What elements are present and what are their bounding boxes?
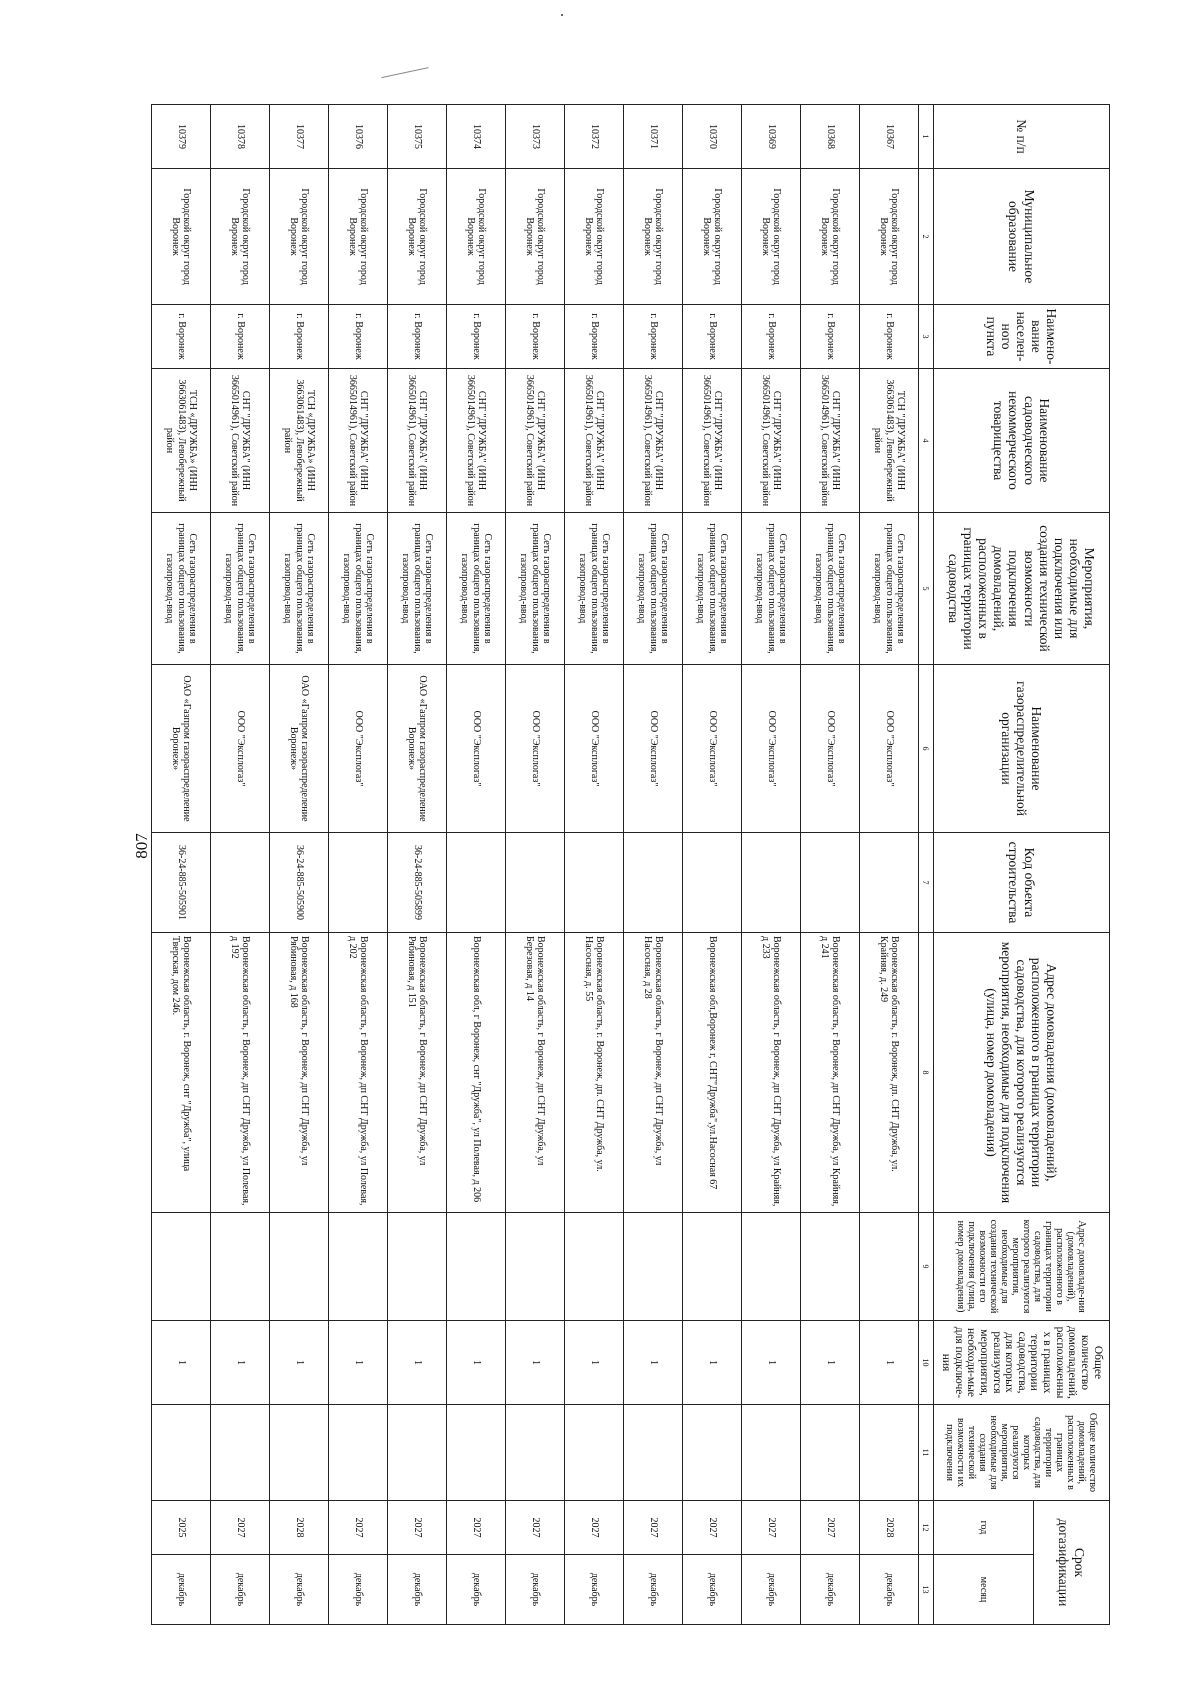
rotated-table-container: [70, 104, 1110, 1624]
municipality-cell: Городской округ город Воронеж: [624, 169, 683, 305]
gas-org-cell: ООО "Эксплогаз": [329, 665, 388, 833]
count-connection-cell: 1: [270, 1321, 329, 1405]
snt-name-cell: СНТ "ДРУЖБА" (ИНН 3665014961), Советский район: [624, 369, 683, 513]
address-tech-cell: [329, 1213, 388, 1321]
gas-org-cell: ОАО «Газпром газораспределение Воронеж»: [270, 665, 329, 833]
header-c10: Общее количество домовладений, расположенных в границах территории садоводства, для которых реализуются мероприятия, необходи-мые для подключе-ния: [934, 1321, 1110, 1405]
header-c3: Наимено-вание населен-ного пункта: [934, 305, 1110, 369]
count-tech-cell: [506, 1405, 565, 1501]
measures-cell: Сеть газораспределения в границах общего пользования, газопровод-ввод: [801, 513, 860, 665]
year-cell: 2028: [860, 1501, 919, 1555]
count-connection-cell: 1: [329, 1321, 388, 1405]
settlement-cell: г. Воронеж: [211, 305, 270, 369]
table-row: [506, 105, 565, 1625]
settlement-cell: г. Воронеж: [506, 305, 565, 369]
municipality-cell: Городской округ город Воронеж: [860, 169, 919, 305]
month-cell: декабрь: [388, 1555, 447, 1625]
settlement-cell: г. Воронеж: [447, 305, 506, 369]
address-tech-cell: [447, 1213, 506, 1321]
address-tech-cell: [801, 1213, 860, 1321]
year-cell: 2027: [388, 1501, 447, 1555]
object-code-cell: [860, 833, 919, 933]
table-row: [742, 105, 801, 1625]
year-cell: 2027: [624, 1501, 683, 1555]
count-tech-cell: [388, 1405, 447, 1501]
table-row: [860, 105, 919, 1625]
municipality-cell: Городской округ город Воронеж: [329, 169, 388, 305]
year-cell: 2027: [329, 1501, 388, 1555]
header-c6: Наименование газораспределительной организации: [934, 665, 1110, 833]
object-code-cell: [447, 833, 506, 933]
count-connection-cell: 1: [683, 1321, 742, 1405]
count-tech-cell: [152, 1405, 211, 1501]
object-code-cell: [801, 833, 860, 933]
address-connection-cell: Воронежская область, г. Воронеж, дп. СНТ Дружба, ул. Крайняя, д. 249: [860, 933, 919, 1213]
measures-cell: Сеть газораспределения в границах общего пользования, газопровод-ввод: [860, 513, 919, 665]
year-cell: 2027: [211, 1501, 270, 1555]
count-tech-cell: [565, 1405, 624, 1501]
scan-mark: [381, 67, 430, 88]
month-cell: декабрь: [565, 1555, 624, 1625]
row-number-cell: 10378: [211, 105, 270, 169]
count-connection-cell: 1: [388, 1321, 447, 1405]
count-connection-cell: 1: [211, 1321, 270, 1405]
object-code-cell: [506, 833, 565, 933]
snt-name-cell: СНТ "ДРУЖБА" (ИНН 3665014961), Советский район: [447, 369, 506, 513]
municipality-cell: Городской округ город Воронеж: [565, 169, 624, 305]
table-row: [270, 105, 329, 1625]
header-c7: Код объекта строительства: [934, 833, 1110, 933]
row-number-cell: 10372: [565, 105, 624, 169]
gas-org-cell: ООО "Эксплогаз": [506, 665, 565, 833]
address-tech-cell: [683, 1213, 742, 1321]
gas-org-cell: ООО "Эксплогаз": [447, 665, 506, 833]
measures-cell: Сеть газораспределения в границах общего пользования, газопровод-ввод: [742, 513, 801, 665]
snt-name-cell: СНТ "ДРУЖБА" (ИНН 3665014961), Советский район: [565, 369, 624, 513]
gas-org-cell: ООО "Эксплогаз": [742, 665, 801, 833]
address-connection-cell: Воронежская область, г. Воронеж, снт "Дружба", улица Тверская, дом 246.: [152, 933, 211, 1213]
header-c5: Мероприятия, необходимые для подключения или создания технической возможности подключения домовладений, расположенных в границах территории садоводства: [934, 513, 1110, 665]
object-code-cell: 36-24-885-505901: [152, 833, 211, 933]
snt-name-cell: СНТ "ДРУЖБА" (ИНН 3665014961), Советский район: [388, 369, 447, 513]
snt-name-cell: ТСН «ДРУЖБА» (ИНН 3663061483), Левобережный район: [152, 369, 211, 513]
gas-org-cell: ООО "Эксплогаз": [801, 665, 860, 833]
snt-name-cell: ТСН "ДРУЖБА" (ИНН 3663061483), Левобережный район: [860, 369, 919, 513]
count-connection-cell: 1: [624, 1321, 683, 1405]
month-cell: декабрь: [329, 1555, 388, 1625]
month-cell: декабрь: [860, 1555, 919, 1625]
address-tech-cell: [506, 1213, 565, 1321]
measures-cell: Сеть газораспределения в границах общего пользования, газопровод-ввод: [565, 513, 624, 665]
table-body: [152, 105, 919, 1625]
gas-org-cell: ООО "Эксплогаз": [565, 665, 624, 833]
month-cell: декабрь: [742, 1555, 801, 1625]
header-c8: Адрес домовладения (домовладений), расположенного в границах территории садоводства, для которого реализуются мероприятия, необходимые для подключения (улица, номер домовладения): [934, 933, 1110, 1213]
header-c13: месяц: [934, 1555, 1034, 1625]
address-connection-cell: Воронежская область, г Воронеж, дп СНТ Дружба, ул Крайняя, д 241: [801, 933, 860, 1213]
row-number-cell: 10374: [447, 105, 506, 169]
month-cell: декабрь: [801, 1555, 860, 1625]
row-number-cell: 10379: [152, 105, 211, 169]
column-numbers-row: [919, 105, 934, 1625]
snt-name-cell: СНТ "ДРУЖБА" (ИНН 3665014961), Советский район: [329, 369, 388, 513]
snt-name-cell: СНТ "ДРУЖБА" (ИНН 3665014961), Советский район: [683, 369, 742, 513]
row-number-cell: 10377: [270, 105, 329, 169]
settlement-cell: г. Воронеж: [388, 305, 447, 369]
gas-org-cell: ООО "Эксплогаз": [860, 665, 919, 833]
count-tech-cell: [270, 1405, 329, 1501]
col-number: 4: [919, 369, 934, 513]
address-connection-cell: Воронежская область, г Воронеж, дп СНТ Дружба, ул Полевая, д 202: [329, 933, 388, 1213]
count-tech-cell: [683, 1405, 742, 1501]
page-number: 807: [132, 833, 151, 859]
col-number: 12: [919, 1501, 934, 1555]
month-cell: декабрь: [211, 1555, 270, 1625]
header-c12: год: [934, 1501, 1034, 1555]
measures-cell: Сеть газораспределения в границах общего пользования, газопровод-ввод: [329, 513, 388, 665]
month-cell: декабрь: [447, 1555, 506, 1625]
object-code-cell: [683, 833, 742, 933]
measures-cell: Сеть газораспределения в границах общего пользования, газопровод-ввод: [447, 513, 506, 665]
year-cell: 2027: [801, 1501, 860, 1555]
table-row: [388, 105, 447, 1625]
address-tech-cell: [742, 1213, 801, 1321]
measures-cell: Сеть газораспределения в границах общего пользования, газопровод-ввод: [388, 513, 447, 665]
header-c1: № п/п: [934, 105, 1110, 169]
settlement-cell: г. Воронеж: [624, 305, 683, 369]
table-header: [919, 105, 1110, 1625]
measures-cell: Сеть газораспределения в границах общего пользования, газопровод-ввод: [152, 513, 211, 665]
year-cell: 2027: [742, 1501, 801, 1555]
address-connection-cell: Воронежская область, г Воронеж, дп СНТ Дружба, ул Березовая, д 14: [506, 933, 565, 1213]
settlement-cell: г. Воронеж: [683, 305, 742, 369]
header-c2: Муниципальное образование: [934, 169, 1110, 305]
municipality-cell: Городской округ город Воронеж: [211, 169, 270, 305]
municipality-cell: Городской округ город Воронеж: [742, 169, 801, 305]
address-tech-cell: [565, 1213, 624, 1321]
count-connection-cell: 1: [447, 1321, 506, 1405]
count-tech-cell: [329, 1405, 388, 1501]
table-row: [152, 105, 211, 1625]
gas-org-cell: ООО "Эксплогаз": [211, 665, 270, 833]
snt-name-cell: СНТ "ДРУЖБА" (ИНН 3665014961), Советский район: [506, 369, 565, 513]
table-row: [683, 105, 742, 1625]
count-tech-cell: [624, 1405, 683, 1501]
gas-org-cell: ОАО «Газпром газораспределение Воронеж»: [152, 665, 211, 833]
month-cell: декабрь: [683, 1555, 742, 1625]
snt-name-cell: ТСН «ДРУЖБА» (ИНН 3663061483), Левобережный район: [270, 369, 329, 513]
object-code-cell: [742, 833, 801, 933]
table-row: [565, 105, 624, 1625]
month-cell: декабрь: [624, 1555, 683, 1625]
object-code-cell: 36-24-885-505900: [270, 833, 329, 933]
measures-cell: Сеть газораспределения в границах общего пользования, газопровод-ввод: [270, 513, 329, 665]
col-number: 5: [919, 513, 934, 665]
col-number: 8: [919, 933, 934, 1213]
col-number: 10: [919, 1321, 934, 1405]
municipality-cell: Городской округ город Воронеж: [506, 169, 565, 305]
count-tech-cell: [860, 1405, 919, 1501]
gas-org-cell: ООО "Эксплогаз": [624, 665, 683, 833]
col-number: 11: [919, 1405, 934, 1501]
settlement-cell: г. Воронеж: [565, 305, 624, 369]
settlement-cell: г. Воронеж: [152, 305, 211, 369]
month-cell: декабрь: [506, 1555, 565, 1625]
count-connection-cell: 1: [860, 1321, 919, 1405]
object-code-cell: [211, 833, 270, 933]
gas-org-cell: ООО "Эксплогаз": [683, 665, 742, 833]
address-tech-cell: [152, 1213, 211, 1321]
municipality-cell: Городской округ город Воронеж: [801, 169, 860, 305]
table-row: [329, 105, 388, 1625]
address-connection-cell: Воронежская область, г Воронеж, дп СНТ Дружба, ул Насосная, д 28: [624, 933, 683, 1213]
municipality-cell: Городской округ город Воронеж: [683, 169, 742, 305]
row-number-cell: 10371: [624, 105, 683, 169]
row-number-cell: 10370: [683, 105, 742, 169]
address-connection-cell: Воронежская область, г Воронеж, дп СНТ Дружба, ул Рябиновая, д 168: [270, 933, 329, 1213]
address-tech-cell: [270, 1213, 329, 1321]
year-cell: 2028: [270, 1501, 329, 1555]
year-cell: 2027: [683, 1501, 742, 1555]
table-row: [801, 105, 860, 1625]
year-cell: 2027: [447, 1501, 506, 1555]
measures-cell: Сеть газораспределения в границах общего пользования, газопровод-ввод: [624, 513, 683, 665]
municipality-cell: Городской округ город Воронеж: [388, 169, 447, 305]
object-code-cell: [624, 833, 683, 933]
address-connection-cell: Воронежская область, г Воронеж, дп СНТ Дружба, ул Полевая, д 192: [211, 933, 270, 1213]
header-c4: Наименование садоводческого некоммерческого товарищества: [934, 369, 1110, 513]
year-cell: 2027: [506, 1501, 565, 1555]
row-number-cell: 10376: [329, 105, 388, 169]
col-number: 2: [919, 169, 934, 305]
address-connection-cell: Воронежская обл, г Воронеж, снт "Дружба", ул Полевая, д 206: [447, 933, 506, 1213]
row-number-cell: 10369: [742, 105, 801, 169]
header-c9: Адрес домовладе-ния (домовладений), расположенного в границах территории садоводства, для которого реализуются мероприятия, необходимые для создания технической возможности его подключения (улица, номер домовладения): [934, 1213, 1110, 1321]
col-number: 3: [919, 305, 934, 369]
address-connection-cell: Воронежская область, г Воронеж, дп СНТ Дружба, ул Крайняя, д 233: [742, 933, 801, 1213]
measures-cell: Сеть газораспределения в границах общего пользования, газопровод-ввод: [211, 513, 270, 665]
row-number-cell: 10373: [506, 105, 565, 169]
row-number-cell: 10375: [388, 105, 447, 169]
count-tech-cell: [742, 1405, 801, 1501]
count-tech-cell: [801, 1405, 860, 1501]
header-srok: Срок догазификации: [1034, 1501, 1110, 1625]
settlement-cell: г. Воронеж: [270, 305, 329, 369]
count-connection-cell: 1: [565, 1321, 624, 1405]
object-code-cell: [329, 833, 388, 933]
address-connection-cell: Воронежская область, г Воронеж, дп СНТ Дружба, ул Рябиновая, д 151: [388, 933, 447, 1213]
row-number-cell: 10367: [860, 105, 919, 169]
month-cell: декабрь: [270, 1555, 329, 1625]
count-connection-cell: 1: [506, 1321, 565, 1405]
measures-cell: Сеть газораспределения в границах общего пользования, газопровод-ввод: [506, 513, 565, 665]
col-number: 9: [919, 1213, 934, 1321]
scan-dot: [561, 14, 563, 16]
col-number: 1: [919, 105, 934, 169]
count-tech-cell: [211, 1405, 270, 1501]
municipality-cell: Городской округ город Воронеж: [152, 169, 211, 305]
count-connection-cell: 1: [742, 1321, 801, 1405]
year-cell: 2025: [152, 1501, 211, 1555]
address-tech-cell: [211, 1213, 270, 1321]
snt-name-cell: СНТ "ДРУЖБА" (ИНН 3665014961), Советский район: [211, 369, 270, 513]
count-connection-cell: 1: [152, 1321, 211, 1405]
municipality-cell: Городской округ город Воронеж: [447, 169, 506, 305]
count-tech-cell: [447, 1405, 506, 1501]
address-tech-cell: [624, 1213, 683, 1321]
settlement-cell: г. Воронеж: [329, 305, 388, 369]
settlement-cell: г. Воронеж: [801, 305, 860, 369]
address-tech-cell: [388, 1213, 447, 1321]
snt-name-cell: СНТ "ДРУЖБА" (ИНН 3665014961), Советский район: [801, 369, 860, 513]
month-cell: декабрь: [152, 1555, 211, 1625]
col-number: 7: [919, 833, 934, 933]
address-connection-cell: Воронежская область, г. Воронеж, дп. СНТ Дружба, ул. Насосная, д. 55: [565, 933, 624, 1213]
count-connection-cell: 1: [801, 1321, 860, 1405]
address-tech-cell: [860, 1213, 919, 1321]
year-cell: 2027: [565, 1501, 624, 1555]
gas-org-cell: ОАО «Газпром газораспределение Воронеж»: [388, 665, 447, 833]
snt-name-cell: СНТ "ДРУЖБА" (ИНН 3665014961), Советский район: [742, 369, 801, 513]
header-c11: Общее количество домовладений, расположенных в границах территории садоводства, для которых реализуются мероприятия, необходимые для создания технической возможности их подключения: [934, 1405, 1110, 1501]
municipality-cell: Городской округ город Воронеж: [270, 169, 329, 305]
col-number: 13: [919, 1555, 934, 1625]
table-row: [447, 105, 506, 1625]
table-row: [211, 105, 270, 1625]
address-connection-cell: Воронежская обл,Воронеж г, СНТ"Дружба",ул.Насосная 67: [683, 933, 742, 1213]
settlement-cell: г. Воронеж: [742, 305, 801, 369]
settlement-cell: г. Воронеж: [860, 305, 919, 369]
object-code-cell: [565, 833, 624, 933]
table-row: [624, 105, 683, 1625]
row-number-cell: 10368: [801, 105, 860, 169]
object-code-cell: 36-24-885-505899: [388, 833, 447, 933]
measures-cell: Сеть газораспределения в границах общего пользования, газопровод-ввод: [683, 513, 742, 665]
gasification-table: [151, 104, 1110, 1625]
col-number: 6: [919, 665, 934, 833]
